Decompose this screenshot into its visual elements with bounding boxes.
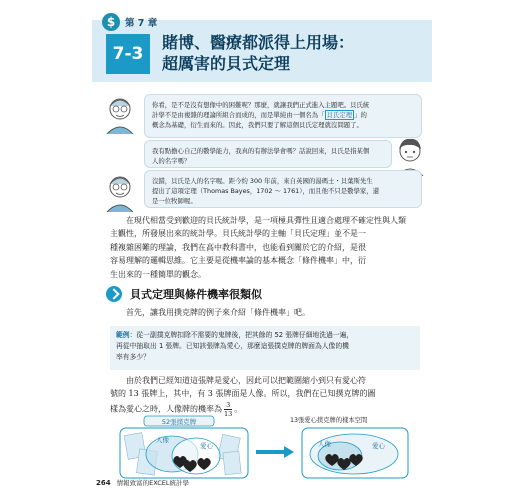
person-label-2: 人像 (318, 440, 331, 448)
chapter-label: 第 7 章 (125, 18, 158, 29)
paragraph-explanation: 由於我們已經知道這張牌是愛心，因此可以把範圍縮小到只有愛心符 號的 13 張牌上，其中，有 3 張牌面是人像。所以，我們在已知撲克牌的圖 樣為愛心之時，人像牌的機率為 $\frac{3}{13}$ 。 (110, 376, 376, 418)
heart-label: 愛心 (200, 442, 213, 450)
dollar-icon: $ (102, 13, 120, 31)
page-number: 264 (96, 478, 111, 487)
label-52-cards: 52張撲克牌 (161, 418, 197, 426)
example-box: 範例：從一副撲克牌扣除不需要的鬼牌後，把其餘的 52 張牌仔細地洗過一遍， 再從中抽取出 1 張牌。已知該張牌為愛心，那麼這張撲克牌的牌面為人像的機 率有多少？ (110, 326, 420, 370)
section-number: 7-3 (106, 34, 150, 74)
teacher-avatar-icon (102, 172, 138, 212)
book-page (92, 0, 432, 500)
heart-label-2: 愛心 (372, 442, 385, 450)
speech-bubble-student: 我有點擔心自己的數學能力，我真的有辦法學會嗎？話說回來，貝氏是指某個 人的名字嗎？ (144, 140, 392, 168)
teacher-avatar-icon (102, 94, 138, 134)
highlight-bayes-theorem: 貝氏定理 (326, 111, 353, 119)
paragraph-intro: 在現代相當受到歡迎的貝氏統計學，是一項極具彈性且適合處理不確定性與人類 主觀性，所發展出來的統計學。貝氏統計學的主軸「貝氏定理」並不是一 種複雜困難的理論，我們在高中教科書中，也能看到關於它的介紹，是很 容易理解的邏輯思維。它主要是從機率論的基本概念「條件機率」中，衍 生出來的一種簡單的觀念。 (110, 216, 406, 279)
page-footer (96, 478, 189, 487)
label-13-hearts: 13張愛心撲克牌的樣本空間 (290, 417, 368, 424)
card-figure (92, 410, 432, 480)
section-title: 賭博、醫療都派得上用場： 超厲害的貝式定理 (162, 33, 355, 73)
arrow-bullet-icon (106, 286, 122, 302)
example-tag: 範例 (116, 331, 130, 339)
paragraph-card-intro: 首先，讓我用撲克牌的例子來介紹「條件機率」吧。 (126, 308, 310, 317)
person-label: 人像 (156, 436, 169, 444)
speech-bubble-teacher-1: 你看，是不是沒有想像中的困難呢？那麼，就讓我們正式進入主題吧。貝氏統 計學不是由複雜的理論所組合而成的，而是單純由一個名為「 貝氏定理 」的 概念為基礎，衍生而來的。因此，我們只要了解這個貝氏定理就沒問題了。 (144, 94, 422, 138)
card-icon (223, 451, 241, 475)
speech-bubble-teacher-2: 沒錯，貝氏是人的名字喔。距今約 300 年前，來自英國的湯瑪士・貝葉斯先生 提出了這項定理（Thomas Bayes，1702 ～ 1761），而且他不只是數學家，還 是一位牧師喔。 (144, 170, 422, 208)
arrow-head (284, 446, 294, 458)
book-title: 情報致富的EXCEL統計學 (116, 479, 189, 487)
subheading: 貝式定理與條件機率很類似 (106, 286, 262, 302)
fraction: $\frac{3}{13}$ (224, 400, 233, 418)
chapter-label-row (102, 12, 157, 32)
